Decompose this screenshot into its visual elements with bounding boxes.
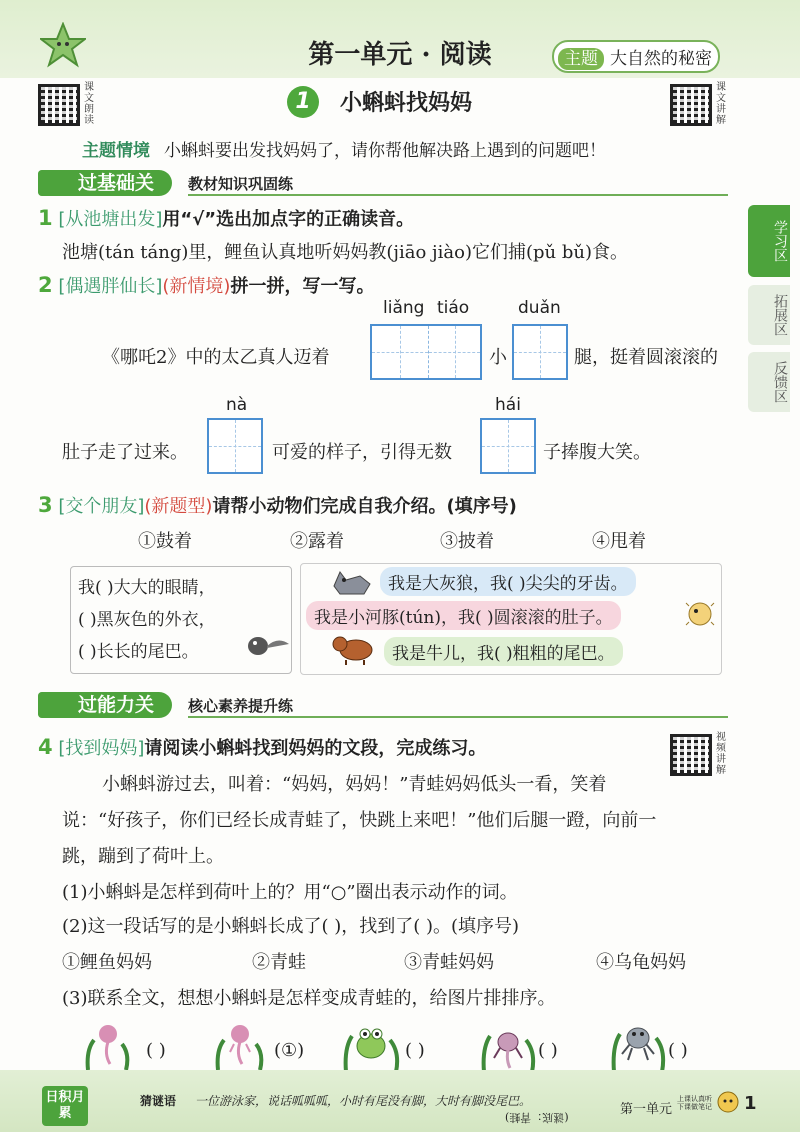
q4-sub2-option-1: ①鲤鱼妈妈: [62, 952, 152, 973]
footer-small-text: 上课认真听 下课做笔记: [677, 1095, 712, 1111]
pinyin-liang: liǎng: [383, 298, 425, 318]
tab-expand-area[interactable]: 拓展区: [748, 285, 790, 345]
section-ability-sub: 核心素养提升练: [188, 697, 294, 715]
theme-tag: [552, 40, 720, 73]
tadpole-stage-2-icon: [210, 1020, 270, 1074]
puffer-bubble: 我是小河豚(tún)，我( )圆滚滚的肚子。: [306, 601, 621, 630]
q3-text: 请帮小动物们完成自我介绍。(填序号): [212, 496, 517, 517]
qr-code-video[interactable]: [670, 734, 712, 776]
ox-icon: [330, 632, 378, 670]
pinyin-tiao: tiáo: [437, 298, 470, 318]
order-slot-5[interactable]: ( ): [668, 1040, 688, 1061]
frog-stage-icon: [340, 1018, 402, 1076]
tadpole-line-2: ( )黑灰色的外衣，: [78, 610, 216, 630]
order-slot-1[interactable]: ( ): [146, 1040, 166, 1061]
section-ability: [38, 692, 728, 720]
riddle-label: 猜谜语: [140, 1094, 177, 1108]
q4-tag: [找到妈妈]: [58, 738, 145, 759]
ox-bubble: 我是牛儿，我( )粗粗的尾巴。: [384, 637, 623, 666]
riddle-answer: (谜底：青蛙): [505, 1111, 569, 1124]
q3-number: 3: [38, 493, 53, 517]
order-slot-4[interactable]: ( ): [538, 1040, 558, 1061]
writing-box-na[interactable]: [207, 418, 263, 474]
passage-line-1: 小蝌蚪游过去，叫着：“妈妈，妈妈！”青蛙妈妈低头一看，笑着: [102, 774, 607, 795]
section-divider: [188, 716, 728, 718]
wolf-icon: [330, 566, 374, 602]
scenario-label: 主题情境: [82, 141, 150, 161]
q4-sub3: (3)联系全文，想想小蝌蚪是怎样变成青蛙的，给图片排排序。: [62, 988, 556, 1009]
q4-sub2-option-4: ④乌龟妈妈: [596, 952, 686, 973]
q4-sub2: (2)这一段话写的是小蝌蚪长成了( )，找到了( )。(填序号): [62, 916, 520, 937]
q4-sub2-option-2: ②青蛙: [252, 952, 306, 973]
qr-caption-video: 视频讲解: [716, 732, 726, 776]
passage-line-2: 说：“好孩子，你们已经长成青蛙了，快跳上来吧！”他们后腿一蹬，向前一: [62, 810, 657, 831]
daily-accumulation-badge: 日积月累: [42, 1086, 88, 1126]
q2-tag-new: (新情境): [162, 276, 231, 297]
pufferfish-icon: [684, 598, 716, 634]
q2-tag: [偶遇胖仙长]: [58, 276, 163, 297]
footer-unit: 第一单元: [620, 1102, 673, 1117]
q4-sub2-option-3: ③青蛙妈妈: [404, 952, 494, 973]
tadpole-legs-stage-icon: [478, 1018, 538, 1076]
q1-line: 池塘(tán táng)里，鲤鱼认真地听妈妈教(jiāo jiào)它们捕(pǔ bǔ)食。: [62, 242, 628, 263]
q4-heading: [38, 734, 486, 760]
q2-line1-c: 腿，挺着圆滚滚的: [574, 347, 718, 368]
q4-number: 4: [38, 735, 53, 759]
q4-sub1: (1)小蝌蚪是怎样到荷叶上的？用“○”圈出表示动作的词。: [62, 882, 518, 903]
tadpole-stage-1-icon: [78, 1020, 138, 1074]
lesson-title: 小蝌蚪找妈妈: [340, 90, 473, 116]
q1-heading: [38, 205, 414, 231]
q1-tag: [从池塘出发]: [58, 209, 163, 230]
q1-number: 1: [38, 206, 53, 230]
section-basic: [38, 170, 728, 198]
page-number: 1: [744, 1093, 757, 1114]
pinyin-na: nà: [226, 395, 248, 415]
q3-heading: [38, 492, 517, 518]
q2-line1-b: 小: [489, 347, 507, 368]
tab-study-area[interactable]: 学习区: [748, 205, 790, 277]
q3-tag: [交个朋友]: [58, 496, 145, 517]
q3-option-4: ④甩着: [592, 531, 646, 552]
tadpole-line-1: 我( )大大的眼睛，: [78, 578, 216, 598]
q3-option-1: ①鼓着: [138, 531, 192, 552]
q2-line2-a: 肚子走了过来。: [62, 442, 188, 463]
q2-heading: [38, 272, 374, 298]
scenario-text: 小蝌蚪要出发找妈妈了，请你帮他解决路上遇到的问题吧！: [164, 141, 606, 161]
q3-option-2: ②露着: [290, 531, 344, 552]
qr-code-explain[interactable]: [670, 84, 712, 126]
mascot-icon: [716, 1090, 740, 1122]
writing-box-hai[interactable]: [480, 418, 536, 474]
order-slot-3[interactable]: ( ): [405, 1040, 425, 1061]
pinyin-hai: hái: [495, 395, 521, 415]
passage-line-3: 跳，蹦到了荷叶上。: [62, 846, 224, 867]
section-divider: [188, 194, 728, 196]
lesson-number: 1: [287, 86, 319, 118]
q2-number: 2: [38, 273, 53, 297]
qr-caption-reading: 课文朗读: [84, 82, 94, 126]
qr-code-reading[interactable]: [38, 84, 80, 126]
scenario: [82, 136, 606, 161]
q3-tag-new: (新题型): [144, 496, 213, 517]
theme-label: 主题: [558, 48, 604, 70]
qr-caption-explain: 课文讲解: [716, 82, 726, 126]
q2-line2-c: 子捧腹大笑。: [543, 442, 651, 463]
unit-title: 第一单元 · 阅读: [308, 40, 492, 70]
q2-text: 拼一拼，写一写。: [230, 276, 375, 297]
theme-text: 大自然的秘密: [610, 49, 712, 69]
q3-option-3: ③披着: [440, 531, 494, 552]
tadpole-icon: [246, 632, 290, 664]
q1-text: 用“√”选出加点字的正确读音。: [162, 209, 415, 230]
tadpole-line-3: ( )长长的尾巴。: [78, 642, 199, 662]
q2-line2-b: 可爱的样子，引得无数: [272, 442, 452, 463]
section-basic-sub: 教材知识巩固练: [188, 175, 294, 193]
riddle-text: 一位游泳家，说话呱呱呱，小时有尾没有脚，大时有脚没尾巴。: [195, 1094, 532, 1108]
q2-line1-a: 《哪吒2》中的太乙真人迈着: [102, 347, 330, 368]
wolf-bubble: 我是大灰狼，我( )尖尖的牙齿。: [380, 567, 636, 596]
section-ability-tag: 过能力关: [38, 692, 172, 718]
writing-box-liangtiao[interactable]: [370, 324, 482, 380]
writing-box-duan[interactable]: [512, 324, 568, 380]
pinyin-duan: duǎn: [518, 298, 561, 318]
tadpole-four-legs-stage-icon: [608, 1016, 668, 1076]
section-basic-tag: 过基础关: [38, 170, 172, 196]
tab-feedback-area[interactable]: 反馈区: [748, 352, 790, 412]
q4-text: 请阅读小蝌蚪找到妈妈的文段，完成练习。: [144, 738, 487, 759]
order-slot-2[interactable]: (①): [274, 1040, 305, 1061]
